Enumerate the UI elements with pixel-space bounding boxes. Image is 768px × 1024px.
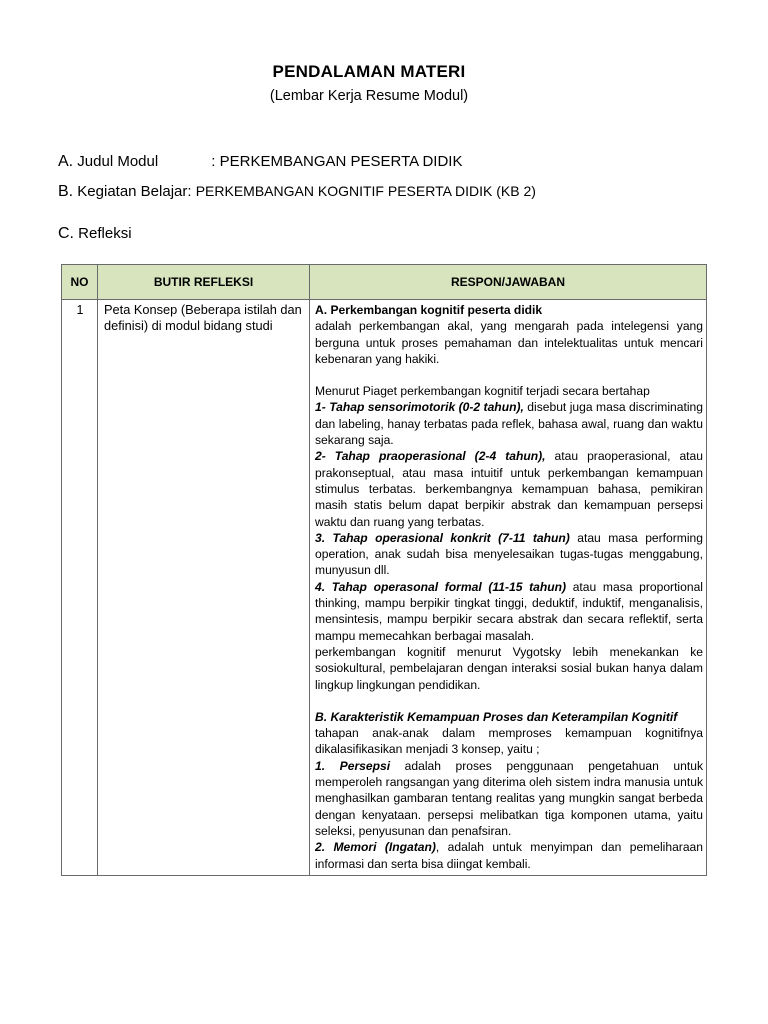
response-cell [310,300,707,876]
learning-activity-label: Kegiatan Belajar [77,183,188,200]
section-b-text: tahapan anak-anak dalam memproses kemampuan kognitifnya dikalasifikasikan menjadi 3 konsep, yaitu ; [315,726,703,757]
row-number: 1 [62,300,98,876]
section-letter-a: A. [58,153,74,170]
document-subtitle: (Lembar Kerja Resume Modul) [269,88,469,104]
reflection-label: Refleksi [78,225,132,242]
table-row [62,300,707,876]
stage-4-text: atau masa proportional thinking, mampu berpikir tingkat tinggi, deduktif, induktif, menganalisis, mensintesis, mampu berpikir secara abstrak dan secara reflektif, serta mampu memecahkan berbagai masalah. [315,579,703,643]
stage-3-title: 3. Tahap operasional konkrit (7-11 tahun) [315,530,570,545]
item-1-text: adalah proses penggunaan pengetahuan untuk memperoleh rangsangan yang diterima oleh sistem indra manusia untuk menghasilkan gambaran tentang realitas yang mungkin sangat berbeda dengan kenyataan. persepsi melibatkan tiga komponen utama, yaitu seleksi, penyusunan dan penafsiran. [315,758,703,838]
learning-activity-colon: : [187,183,192,200]
module-title-value: PERKEMBANGAN PESERTA DIDIK [219,153,463,170]
module-title-colon: : [211,153,216,170]
section-a-definition: adalah perkembangan akal, yang mengarah pada intelegensi yang berguna untuk proses pemahaman dan intelektualitas untuk mencari kebenaran yang hakiki. [315,319,703,366]
piaget-intro: Menurut Piaget perkembangan kognitif terjadi secara bertahap [315,384,650,399]
section-b-heading: B. Karakteristik Kemampuan Proses dan Keterampilan Kognitif [315,709,678,724]
item-2-paragraph [315,839,703,872]
learning-activity-value: PERKEMBANGAN KOGNITIF PESERTA DIDIK (KB 2) [195,183,536,199]
butir-refleksi-cell: Peta Konsep (Beberapa istilah dan definisi) di modul bidang studi [98,300,310,876]
reflection-row [58,225,132,243]
item-2-text: , adalah untuk menyimpan dan pemeliharaan informasi dan serta bisa diingat kembali. [315,840,703,871]
module-title-row [58,153,462,171]
section-letter-c: C. [58,225,74,242]
stage-2-paragraph [315,448,703,529]
item-2-title: 2. Memori (Ingatan) [315,840,436,855]
paragraph-spacer [315,367,703,383]
column-header-no: NO [62,265,98,300]
section-letter-b: B. [58,183,74,200]
stage-1-title: 1- Tahap sensorimotorik (0-2 tahun), [315,400,524,415]
stage-3-paragraph [315,530,703,579]
item-1-paragraph [315,758,703,839]
stage-3-text: atau masa performing operation, anak sudah bisa menyelesaikan tugas-tugas menggabung, munyusun dll. [315,530,704,578]
table-header-row [62,265,707,300]
column-header-respon-jawaban: RESPON/JAWABAN [310,265,707,300]
stage-2-text: atau praoperasional, atau prakonseptual, atau masa intuitif untuk perkembangan kemampuan stimulus terbatas. berkembangnya kemampuan bahasa, pemikiran masih statis belum dapat berpikir abstrak dan kemampuan persepsi waktu dan ruang yang terbatas. [315,449,703,529]
stage-4-paragraph [315,579,703,644]
stage-2-title: 2- Tahap praoperasional (2-4 tahun), [315,449,546,464]
stage-4-title: 4. Tahap operasonal formal (11-15 tahun) [315,579,567,594]
paragraph-spacer [315,693,703,709]
column-header-butir-refleksi: BUTIR REFLEKSI [98,265,310,300]
stage-1-paragraph [315,399,703,448]
section-a-heading: A. Perkembangan kognitif peserta didik [315,303,543,317]
reflection-table [61,264,707,876]
stage-1-text: disebut juga masa discriminating dan labeling, hanay terbatas pada reflek, bahasa awal, ruang dan waktu sekarang saja. [315,400,703,448]
module-title-label: Judul Modul [77,153,159,170]
item-1-title: 1. Persepsi [315,758,391,773]
learning-activity-row [58,183,536,201]
vygotsky-paragraph: perkembangan kognitif menurut Vygotsky lebih menekankan ke sosiokultural, pembelajaran dengan interaksi sosial bukan hanya dalam lingkup lingkungan pendidikan. [315,644,703,692]
document-title: PENDALAMAN MATERI [272,62,466,81]
